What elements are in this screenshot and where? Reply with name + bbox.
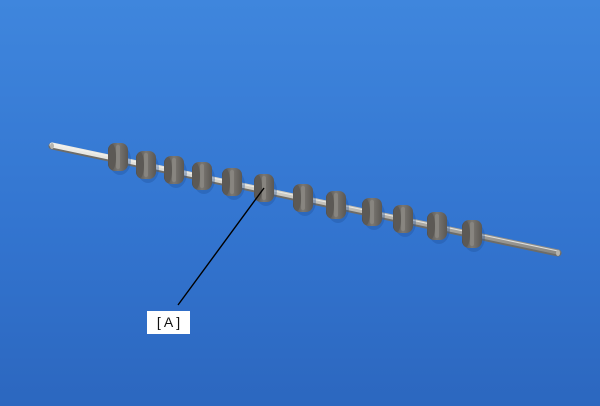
- shaft-end-right: [556, 250, 560, 256]
- shaft-end-left: [50, 143, 54, 149]
- callout-label: [ A ]: [147, 311, 190, 334]
